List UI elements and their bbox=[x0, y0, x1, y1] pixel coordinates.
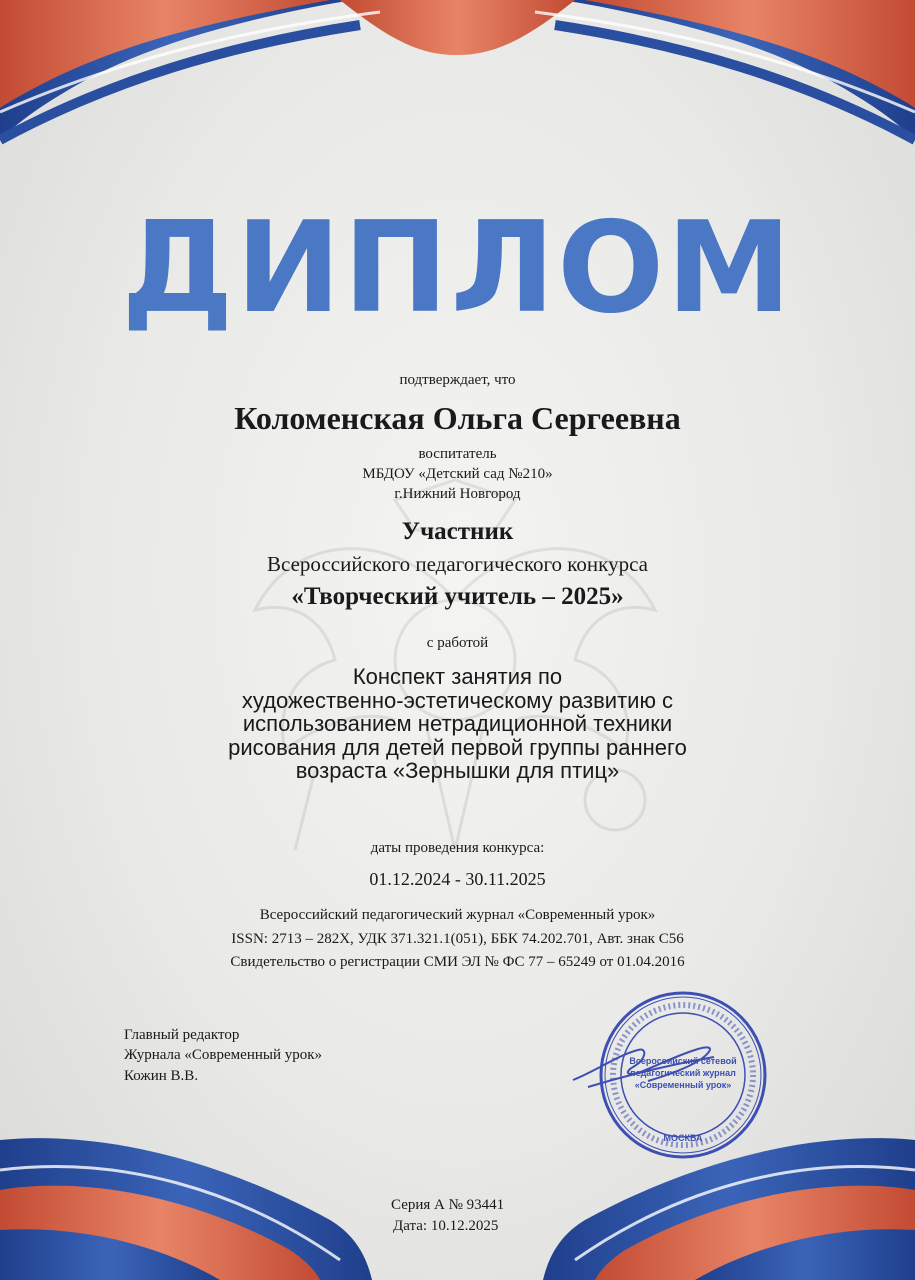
recipient-name: Коломенская Ольга Сергеевна bbox=[234, 400, 681, 436]
work-title-line: возраста «Зернышки для птиц» bbox=[295, 758, 620, 783]
work-title-line: художественно-эстетическому развитию с bbox=[241, 687, 674, 713]
award-status: Участник bbox=[401, 518, 514, 545]
stamp-center-line2: педагогический журнал bbox=[630, 1068, 736, 1078]
work-title bbox=[180, 665, 735, 783]
contest-name: «Творческий учитель – 2025» bbox=[291, 583, 624, 610]
work-title-line: Конспект занятия по bbox=[352, 664, 563, 689]
recipient-organization: МБДОУ «Детский сад №210» bbox=[362, 466, 553, 482]
with-work-label: с работой bbox=[426, 635, 489, 651]
dates-label: даты проведения конкурса: bbox=[370, 840, 545, 856]
top-ribbon-decoration bbox=[0, 0, 915, 160]
journal-name: Всероссийский педагогический журнал «Современный урок» bbox=[259, 907, 656, 923]
stamp-center-line3: «Современный урок» bbox=[634, 1080, 732, 1090]
journal-registration: Свидетельство о регистрации СМИ ЭЛ № ФС 77 – 65249 от 01.04.2016 bbox=[230, 954, 685, 970]
journal-issn: ISSN: 2713 – 282X, УДК 371.321.1(051), ББК 74.202.701, Авт. знак С56 bbox=[231, 931, 684, 947]
diploma-series-number: Серия А № 93441 bbox=[391, 1197, 505, 1213]
diploma-title: ДИПЛОМ bbox=[121, 194, 794, 341]
recipient-city: г.Нижний Новгород bbox=[394, 486, 521, 502]
stamp-center-line1: Всероссийский сетевой bbox=[629, 1056, 737, 1066]
work-title-line: использованием нетрадиционной техники bbox=[242, 711, 673, 736]
diploma-issue-date: Дата: 10.12.2025 bbox=[393, 1218, 499, 1234]
editor-name: Кожин В.В. bbox=[124, 1068, 199, 1084]
recipient-position: воспитатель bbox=[418, 446, 497, 462]
editor-journal: Журнала «Современный урок» bbox=[124, 1047, 323, 1063]
stamp-city: МОСКВА bbox=[663, 1133, 703, 1143]
contest-dates: 01.12.2024 - 30.11.2025 bbox=[369, 869, 546, 889]
editor-signature bbox=[568, 1035, 718, 1095]
contest-label: Всероссийского педагогического конкурса bbox=[267, 552, 648, 576]
editor-title: Главный редактор bbox=[124, 1027, 240, 1043]
confirms-text: подтверждает, что bbox=[399, 372, 516, 388]
work-title-line: рисования для детей первой группы раннего bbox=[228, 734, 687, 760]
